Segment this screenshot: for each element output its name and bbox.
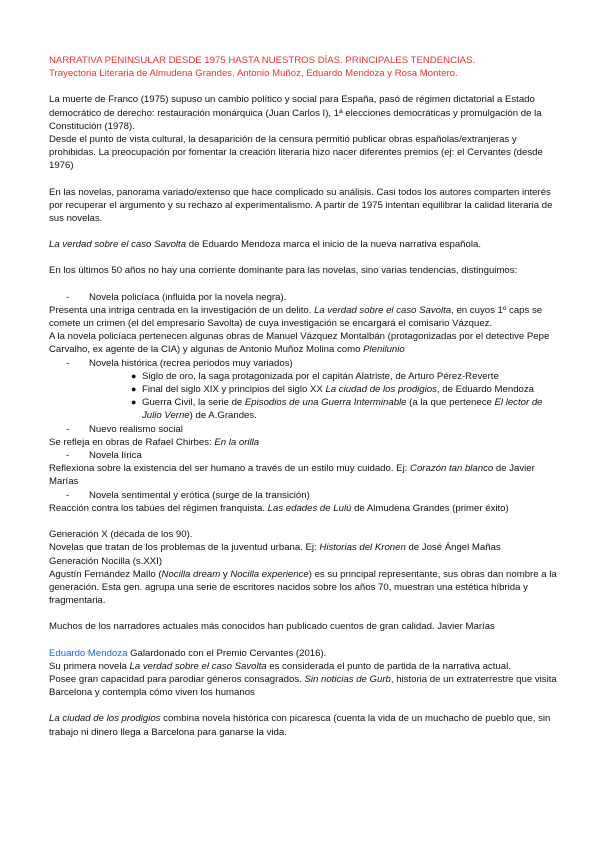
realismo-line-1: Se refleja en obras de Rafael Chirbes: En la orilla (49, 436, 260, 448)
list-item: ● Guerra Civil, la serie de Episodios de una Guerra Interminable (a la que pertenece El lector de Julio Verne) de A.Grandes. (131, 397, 543, 422)
title-line-2: Trayectoria Literaria de Almudena Grandes, Antonio Muñoz, Eduardo Mendoza y Rosa Montero. (49, 68, 458, 80)
policiaca-line-2: A la novela policíaca pertenecen algunas obras de Manuel Vázquez Montalbán (protagonizadas por el detective Pepe Carvalho, ex agente de la CIA) y algunas de Antonio Muñoz Molina como Plenilunio (49, 331, 550, 356)
section-policiaca-heading: - Novela policíaca (influida por la novela negra). (66, 291, 287, 303)
dash-marker: - (66, 450, 70, 462)
book-title: La verdad sobre el caso Savolta (49, 239, 187, 251)
mendoza-line-2: Posee gran capacidad para parodiar géneros consagrados. Sin noticias de Gurb, historia de un extraterrestre que visita Barcelona y contempla cómo viven los humanos (49, 673, 557, 699)
dash-marker: - (66, 423, 70, 435)
intro-paragraph-3: En las novelas, panorama variado/extenso que hace complicado su análisis. Casi todos los autores comparten interés por recuperar el argumento y su rechazo al experimentalismo. A partir de 1975 intentan equilibrar la calidad literaria de sus novelas. (49, 186, 553, 225)
intro-paragraph-5: En los últimos 50 años no hay una corriente dominante para las novelas, sino varias tendencias, distinguimos: (49, 265, 518, 277)
generacion-x-heading: Generación X (década de los 90). (49, 529, 193, 541)
generacion-nocilla-line: Agustín Fernández Mallo (Nocilla dream y Nocilla experience) es su principal representante, sus obras dan nombre a la generación. Esta gen. agrupa una serie de escritores nacidos sobre los años 70, muestran una estética híbrida y fragmentaria. (49, 568, 557, 607)
generacion-x-line: Novelas que tratan de los problemas de la juventud urbana. Ej: Historias del Kronen de José Ángel Mañas (49, 542, 501, 554)
generacion-nocilla-heading: Generación Nocilla (s.XXI) (49, 555, 163, 567)
cuentos-paragraph: Muchos de los narradores actuales más conocidos han publicado cuentos de gran calidad. Javier Marías (49, 621, 495, 633)
bullet-icon: ● (131, 384, 137, 395)
policiaca-line-1: Presenta una intriga centrada en la investigación de un delito. La verdad sobre el caso Savolta, en cuyos 1º caps se comete un crimen (el del empresario Savolta) de cuya investigación se encargará el comisario Vázquez. (49, 304, 543, 330)
section-sentimental-heading: - Novela sentimental y erótica (surge de la transición) (66, 489, 310, 501)
bullet-icon: ● (131, 397, 137, 408)
sentimental-line-1: Reacción contra los tabúes del régimen franquista. Las edades de Lulú de Almudena Grandes (primer éxito) (49, 502, 509, 514)
dash-marker: - (66, 489, 70, 501)
lirica-line-1: Reflexiona sobre la existencia del ser humano a través de un estilo muy cuidado. Ej: Corazón tan blanco de Javier Marías (49, 463, 535, 488)
mendoza-heading: Eduardo Mendoza Galardonado con el Premio Cervantes (2016). (49, 647, 327, 659)
author-name-link[interactable]: Eduardo Mendoza (49, 647, 128, 659)
section-historica-heading: - Novela histórica (recrea periodos muy variados) (66, 357, 293, 369)
document-body (49, 54, 559, 739)
section-lirica-heading: - Novela lírica (66, 450, 142, 462)
mendoza-line-1: Su primera novela La verdad sobre el caso Savolta es considerada el punto de partida de la narrativa actual. (49, 660, 511, 672)
bullet-icon: ● (131, 370, 137, 381)
list-item: ● Siglo de oro, la saga protagonizada por el capitán Alatriste, de Arturo Pérez-Reverte (131, 370, 499, 382)
title-line-1: NARRATIVA PENINSULAR DESDE 1975 HASTA NUESTROS DÍAS. PRINCIPALES TENDENCIAS. (49, 55, 476, 66)
intro-paragraph-2: Desde el punto de vista cultural, la desaparición de la censura permitió publicar obras españolas/extranjeras y prohibidas. La preocupación por fomentar la creación literaria hizo nacer diferentes premios (ej: el Cervantes (desde 1976) (49, 134, 543, 172)
section-realismo-heading: - Nuevo realismo social (66, 423, 183, 435)
dash-marker: - (66, 291, 70, 303)
list-item: ● Final del siglo XIX y principios del siglo XX La ciudad de los prodigios, de Eduardo Mendoza (131, 384, 534, 396)
intro-paragraph-4: La verdad sobre el caso Savolta de Eduardo Mendoza marca el inicio de la nueva narrativa española. (49, 239, 481, 251)
mendoza-line-3: La ciudad de los prodigios combina novela histórica con picaresca (cuenta la vida de un muchacho de pueblo que, sin trabajo ni dinero llega a Barcelona para ganarse la vida. (49, 713, 551, 738)
dash-marker: - (66, 357, 70, 369)
intro-paragraph-1: La muerte de Franco (1975) supuso un cambio político y social para España, pasó de régimen dictatorial a Estado democrático de derecho: restauración monárquica (Juan Carlos I), 1ª elecciones democráticas y promulgación de la Constitución (1978). (49, 94, 542, 132)
historica-list (49, 370, 559, 423)
